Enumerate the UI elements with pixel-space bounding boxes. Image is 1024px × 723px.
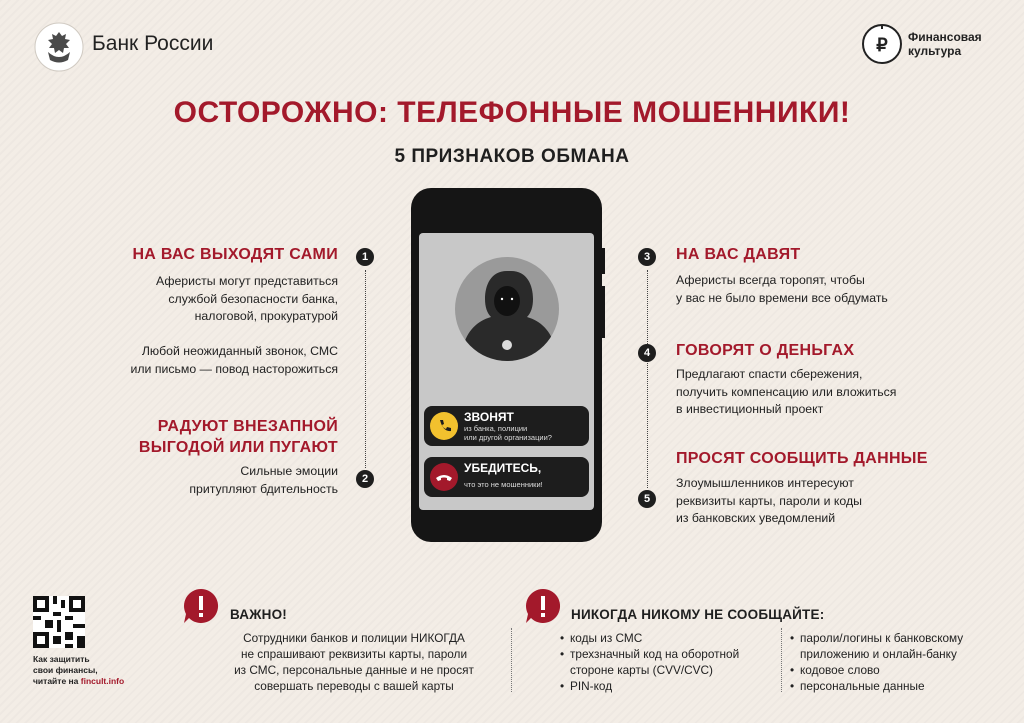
list-item: • персональные данные bbox=[790, 678, 990, 694]
bank-name: Банк России bbox=[92, 32, 214, 55]
important-title: ВАЖНО! bbox=[230, 607, 287, 622]
decline-phone-icon bbox=[430, 463, 458, 491]
bank-of-russia-logo bbox=[34, 22, 84, 77]
text-line: совершать переводы с вашей карты bbox=[254, 679, 454, 693]
text-line: не спрашивают реквизиты карты, пароли bbox=[240, 647, 468, 661]
sign-4-number: 4 bbox=[638, 344, 656, 362]
text-line: в инвестиционный проект bbox=[676, 402, 824, 416]
call2-title: УБЕДИТЕСЬ, bbox=[464, 461, 542, 475]
dotted-separator bbox=[511, 628, 512, 692]
text-line: из банковских уведомлений bbox=[676, 511, 836, 525]
answer-phone-icon bbox=[430, 412, 458, 440]
dotted-separator bbox=[781, 628, 782, 692]
sign-5-heading: ПРОСЯТ СООБЩИТЬ ДАННЫЕ bbox=[676, 450, 928, 467]
never-alert-icon bbox=[524, 587, 562, 630]
fincult-line: культура bbox=[908, 44, 962, 58]
page-title: ОСТОРОЖНО: ТЕЛЕФОННЫЕ МОШЕННИКИ! bbox=[173, 96, 851, 129]
text-line: свои финансы, bbox=[33, 665, 98, 675]
list-item: • PIN-код bbox=[560, 678, 772, 694]
text-line: или письмо — повод насторожиться bbox=[130, 361, 338, 376]
list-item: • кодовое слово bbox=[790, 662, 990, 678]
page-subtitle: 5 ПРИЗНАКОВ ОБМАНА bbox=[394, 146, 630, 167]
text-line: Предлагают спасти сбережения, bbox=[676, 367, 863, 381]
text-fragment: читайте на bbox=[33, 676, 81, 686]
call2-subtitle: что это не мошенники! bbox=[464, 480, 543, 489]
sign-1-heading: НА ВАС ВЫХОДЯТ САМИ bbox=[132, 246, 338, 263]
never-title: НИКОГДА НИКОМУ НЕ СООБЩАЙТЕ: bbox=[571, 607, 825, 622]
text-line: реквизиты карты, пароли и коды bbox=[676, 493, 862, 508]
dotted-connector bbox=[365, 270, 366, 468]
sign-2-text bbox=[80, 463, 338, 498]
text-line: из банка, полиции bbox=[464, 424, 528, 433]
qr-code[interactable] bbox=[33, 596, 85, 648]
sign-4-heading: ГОВОРЯТ О ДЕНЬГАХ bbox=[676, 342, 855, 359]
sign-3-text bbox=[676, 272, 888, 307]
sign-1-text bbox=[80, 273, 338, 326]
sign-3-number: 3 bbox=[638, 248, 656, 266]
list-item: • коды из СМС bbox=[560, 630, 772, 646]
text-line: Аферисты всегда торопят, чтобы bbox=[676, 273, 865, 287]
list-item: • трехзначный код на оборотной стороне карты (CVV/CVC) bbox=[560, 646, 772, 678]
incoming-call-card[interactable] bbox=[424, 406, 589, 446]
call1-title: ЗВОНЯТ bbox=[464, 410, 514, 424]
text-line: получить компенсацию или вложиться bbox=[676, 384, 897, 399]
sign-3-heading: НА ВАС ДАВЯТ bbox=[676, 246, 801, 263]
important-alert-icon bbox=[182, 587, 220, 630]
never-list-left bbox=[560, 630, 772, 694]
fincult-line: Финансовая bbox=[908, 30, 982, 44]
text-line: из СМС, персональные данные и не просят bbox=[234, 663, 474, 677]
sign-5-text bbox=[676, 475, 862, 528]
sign-2-number: 2 bbox=[356, 470, 374, 488]
sign-1-text-extra bbox=[80, 343, 338, 378]
fincult-link[interactable]: fincult.info bbox=[80, 676, 125, 686]
list-item: • пароли/логины к банковскому приложению и онлайн-банку bbox=[790, 630, 990, 662]
decline-call-card[interactable] bbox=[424, 457, 589, 497]
sign-2-heading bbox=[80, 416, 338, 458]
fincult-logo bbox=[860, 22, 904, 71]
sign-4-text bbox=[676, 366, 896, 419]
text-line: Сильные эмоции bbox=[240, 464, 338, 478]
hacker-avatar bbox=[455, 257, 559, 361]
heading-line: ВЫГОДОЙ ИЛИ ПУГАЮТ bbox=[138, 439, 338, 456]
dotted-connector bbox=[647, 270, 648, 488]
fincult-name bbox=[908, 30, 982, 58]
svg-text:₽: ₽ bbox=[876, 35, 888, 55]
never-list-right bbox=[790, 630, 990, 694]
important-text bbox=[204, 630, 504, 694]
text-line: Как защитить bbox=[33, 654, 90, 664]
phone-side-button bbox=[602, 286, 605, 338]
text-line: службой безопасности банка, bbox=[168, 291, 338, 306]
text-line: Сотрудники банков и полиции НИКОГДА bbox=[243, 631, 465, 645]
text-line: притупляют бдительность bbox=[189, 481, 338, 496]
call1-subtitle bbox=[464, 424, 552, 442]
text-line: Злоумышленников интересуют bbox=[676, 476, 854, 490]
text-line: Аферисты могут представиться bbox=[156, 274, 338, 288]
sign-5-number: 5 bbox=[638, 490, 656, 508]
text-line bbox=[33, 676, 124, 687]
text-line: Любой неожиданный звонок, СМС bbox=[141, 344, 338, 358]
text-line: у вас не было времени все обдумать bbox=[676, 290, 888, 305]
phone-side-button bbox=[602, 248, 605, 274]
heading-line: РАДУЮТ ВНЕЗАПНОЙ bbox=[157, 418, 338, 435]
sign-1-number: 1 bbox=[356, 248, 374, 266]
qr-caption bbox=[33, 654, 124, 687]
text-line: или другой организации? bbox=[464, 433, 552, 442]
text-line: налоговой, прокуратурой bbox=[194, 309, 338, 323]
